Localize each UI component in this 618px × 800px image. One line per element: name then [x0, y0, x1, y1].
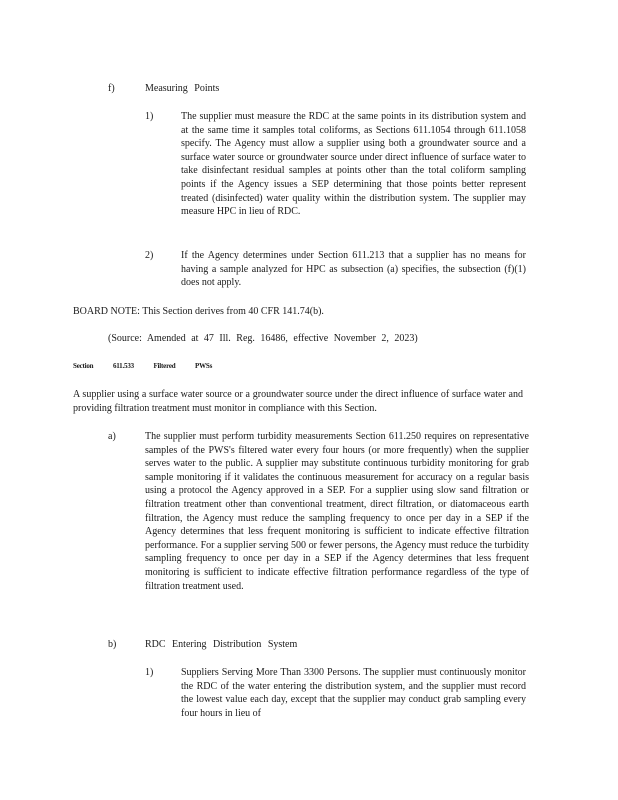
item-b1-text: Suppliers Serving More Than 3300 Persons. The supplier must continuously monitor the RDC of the water entering the distribution system, and the supplier must record the lowest value each day, except that the supplier may conduct grab sampling every four hours in lieu of: [181, 667, 526, 719]
section-heading: [73, 360, 373, 374]
section-subtitle: PWSs: [195, 362, 213, 370]
item-b1-marker: 1): [145, 667, 154, 678]
subsection-a-marker: a): [108, 431, 116, 442]
item-f2-marker: 2): [145, 250, 154, 261]
subsection-b-marker: b): [108, 639, 117, 650]
section-f-heading: Measuring Points: [145, 83, 220, 94]
section-label: Section: [73, 362, 94, 370]
section-title: Filtered: [153, 362, 176, 370]
section-number: 611.533: [112, 362, 134, 370]
item-f1-marker: 1): [145, 111, 154, 122]
subsection-a-text: The supplier must perform turbidity measurements Section 611.250 requires on representative samples of the PWS's filtered water every four hours (or more frequently) when the supplier serves water to the public. A supplier may substitute continuous turbidity monitoring for grab sample monitoring if it validates the continuous measurement for accuracy on a regular basis using a protocol the Agency approved in a SEP. For a supplier using slow sand filtration or filtration treatment other than conventional treatment, direct filtration, or diatomaceous earth filtration, the Agency must reduce the sampling frequency to once per day in a SEP if the Agency determines that less frequent monitoring is sufficient to indicate effective filtration performance. For a supplier serving 500 or fewer persons, the Agency must reduce the turbidity sampling frequency to once per day in a SEP if the Agency determines that less frequent monitoring is sufficient to indicate effective filtration performance regardless of the type of filtration treatment used.: [145, 431, 529, 592]
board-note: BOARD NOTE: This Section derives from 40 CFR 141.74(b).: [73, 306, 324, 317]
item-f2-text: If the Agency determines under Section 611.213 that a supplier has no means for having a sample analyzed for HPC as subsection (a) specifies, the subsection (f)(1) does not apply.: [181, 250, 526, 289]
section-f-marker: f): [108, 83, 115, 94]
source-note: (Source: Amended at 47 Ill. Reg. 16486, effective November 2, 2023): [108, 333, 418, 344]
subsection-b-heading: RDC Entering Distribution System: [145, 639, 298, 650]
section-intro: A supplier using a surface water source or a groundwater source under the direct influence of surface water and providing filtration treatment must monitor in compliance with this Section.: [73, 389, 523, 414]
item-f1-text: The supplier must measure the RDC at the same points in its distribution system and at the same time it samples total coliforms, as Sections 611.1054 through 611.1058 specify. The Agency must allow a supplier using both a groundwater source and a surface water source or groundwater source under direct influence of surface water to take disinfectant residual samples at points other than the total coliform sampling points if the Agency issues a SEP determining that those points better represent treated (disinfected) water quality within the distribution system. The supplier may measure HPC in lieu of RDC.: [181, 111, 526, 218]
